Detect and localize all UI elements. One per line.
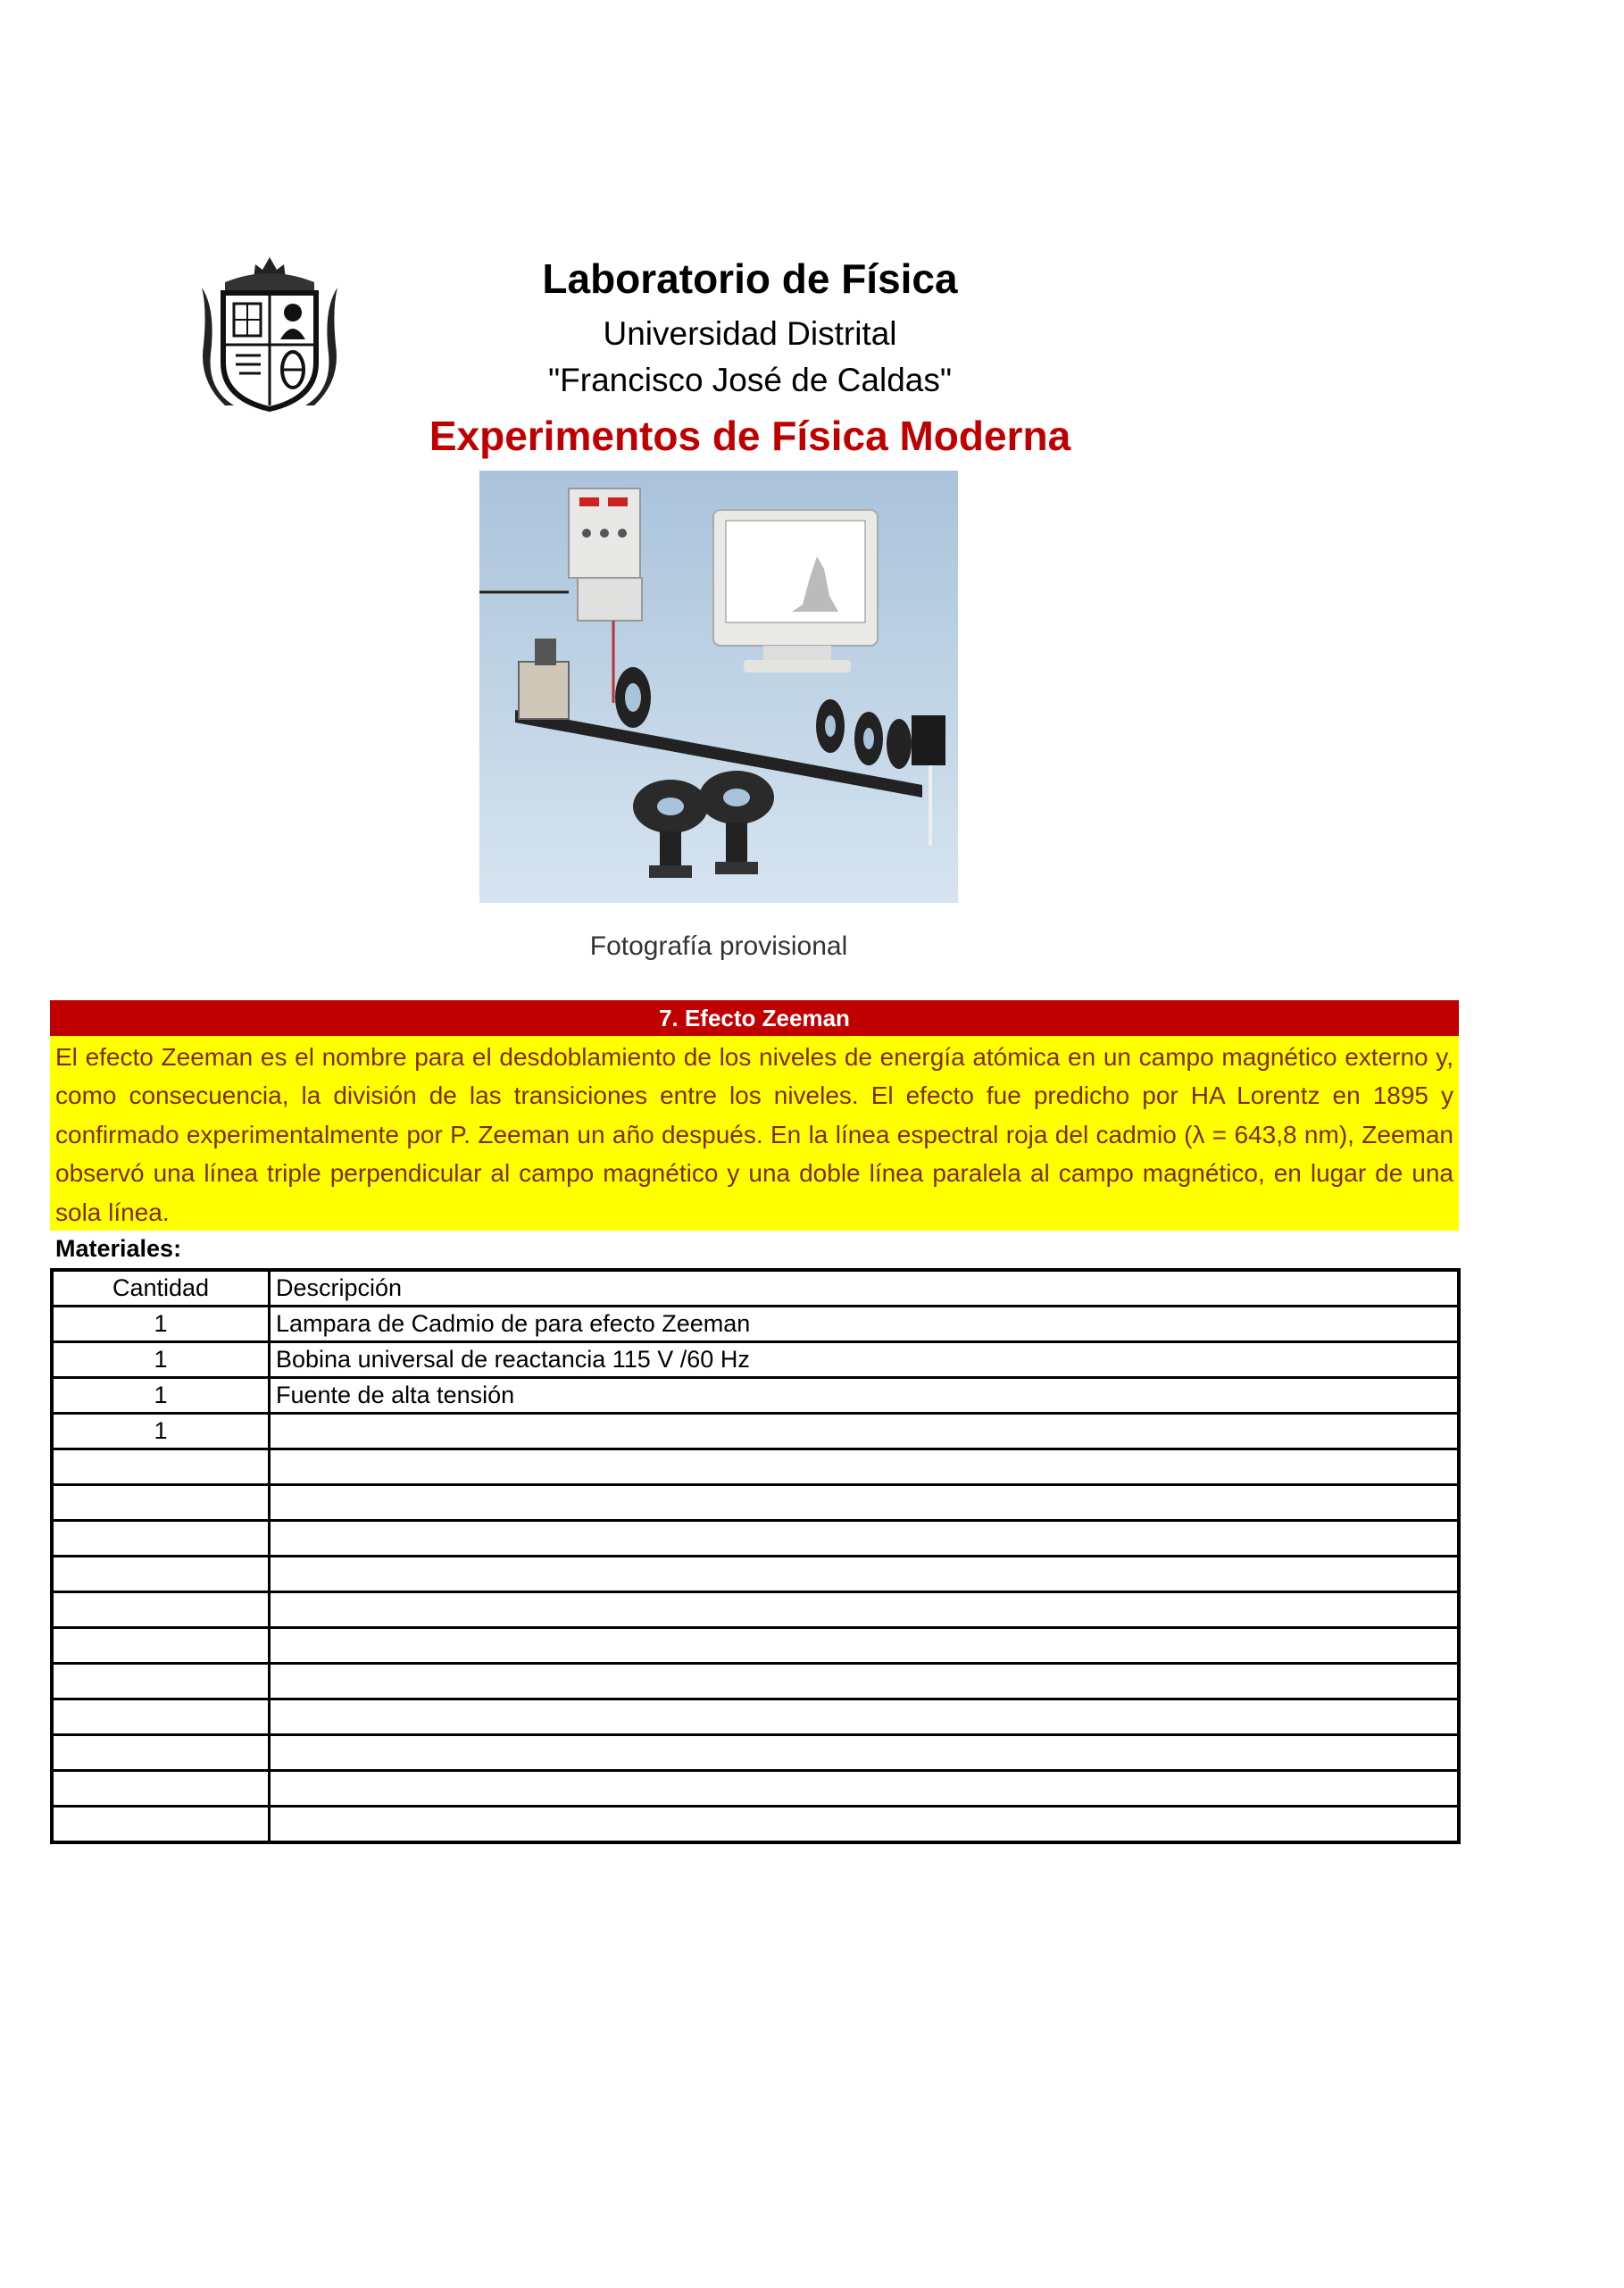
table-row: [52, 1307, 1459, 1342]
quantity-cell: [52, 1807, 270, 1843]
table-row: [52, 1414, 1459, 1449]
zeeman-apparatus-photo: [479, 471, 958, 903]
quantity-cell: [52, 1592, 270, 1628]
table-row: [52, 1592, 1459, 1628]
description-cell: Bobina universal de reactancia 115 V /60 Hz: [270, 1342, 1460, 1378]
column-header-quantity: Cantidad: [52, 1270, 270, 1307]
description-cell: Fuente de alta tensión: [270, 1378, 1460, 1414]
photo-caption: Fotografía provisional: [589, 931, 848, 961]
description-cell: [270, 1628, 1460, 1664]
table-row: [52, 1699, 1459, 1735]
experiment-title: 7. Efecto Zeeman: [50, 1000, 1459, 1036]
table-row: [52, 1771, 1459, 1807]
quantity-cell: [52, 1628, 270, 1664]
quantity-cell: 1: [52, 1414, 270, 1449]
description-cell: [270, 1664, 1460, 1699]
university-full-name: "Francisco José de Caldas": [548, 362, 952, 398]
table-row: [52, 1735, 1459, 1771]
quantity-cell: [52, 1557, 270, 1592]
table-row: [52, 1342, 1459, 1378]
table-row: [52, 1521, 1459, 1557]
university-name: Universidad Distrital: [603, 315, 897, 352]
university-seal-icon: [198, 255, 341, 413]
description-cell: [270, 1771, 1460, 1807]
quantity-cell: [52, 1521, 270, 1557]
quantity-cell: [52, 1699, 270, 1735]
materials-label: Materiales:: [55, 1235, 182, 1262]
description-cell: [270, 1414, 1460, 1449]
table-row: [52, 1557, 1459, 1592]
table-row: [52, 1807, 1459, 1843]
description-cell: [270, 1807, 1460, 1843]
quantity-cell: [52, 1485, 270, 1521]
quantity-cell: 1: [52, 1307, 270, 1342]
quantity-cell: [52, 1664, 270, 1699]
description-cell: [270, 1485, 1460, 1521]
table-row: [52, 1628, 1459, 1664]
experiment-description: El efecto Zeeman es el nombre para el desdoblamiento de los niveles de energía atómica en un campo magnético externo y, como consecuencia, la división de las transiciones entre los niveles. El efecto fue predicho por HA Lorentz en 1895 y confirmado experimentalmente por P. Zeeman un año después. En la línea espectral roja del cadmio (λ = 643,8 nm), Zeeman observó una línea triple perpendicular al campo magnético y una doble línea paralela al campo magnético, en lugar de una sola línea.: [50, 1036, 1459, 1231]
materials-table: [50, 1268, 1461, 1844]
quantity-cell: [52, 1449, 270, 1485]
table-row: [52, 1485, 1459, 1521]
section-heading: Experimentos de Física Moderna: [429, 413, 1071, 459]
description-cell: [270, 1699, 1460, 1735]
page-title: Laboratorio de Física: [542, 255, 958, 302]
quantity-cell: 1: [52, 1378, 270, 1414]
description-cell: [270, 1449, 1460, 1485]
quantity-cell: [52, 1771, 270, 1807]
description-cell: Lampara de Cadmio de para efecto Zeeman: [270, 1307, 1460, 1342]
description-cell: [270, 1592, 1460, 1628]
table-row: [52, 1449, 1459, 1485]
description-cell: [270, 1557, 1460, 1592]
quantity-cell: 1: [52, 1342, 270, 1378]
table-header-row: [52, 1270, 1459, 1307]
column-header-description: Descripción: [270, 1270, 1460, 1307]
table-row: [52, 1378, 1459, 1414]
description-cell: [270, 1735, 1460, 1771]
description-cell: [270, 1521, 1460, 1557]
table-row: [52, 1664, 1459, 1699]
quantity-cell: [52, 1735, 270, 1771]
